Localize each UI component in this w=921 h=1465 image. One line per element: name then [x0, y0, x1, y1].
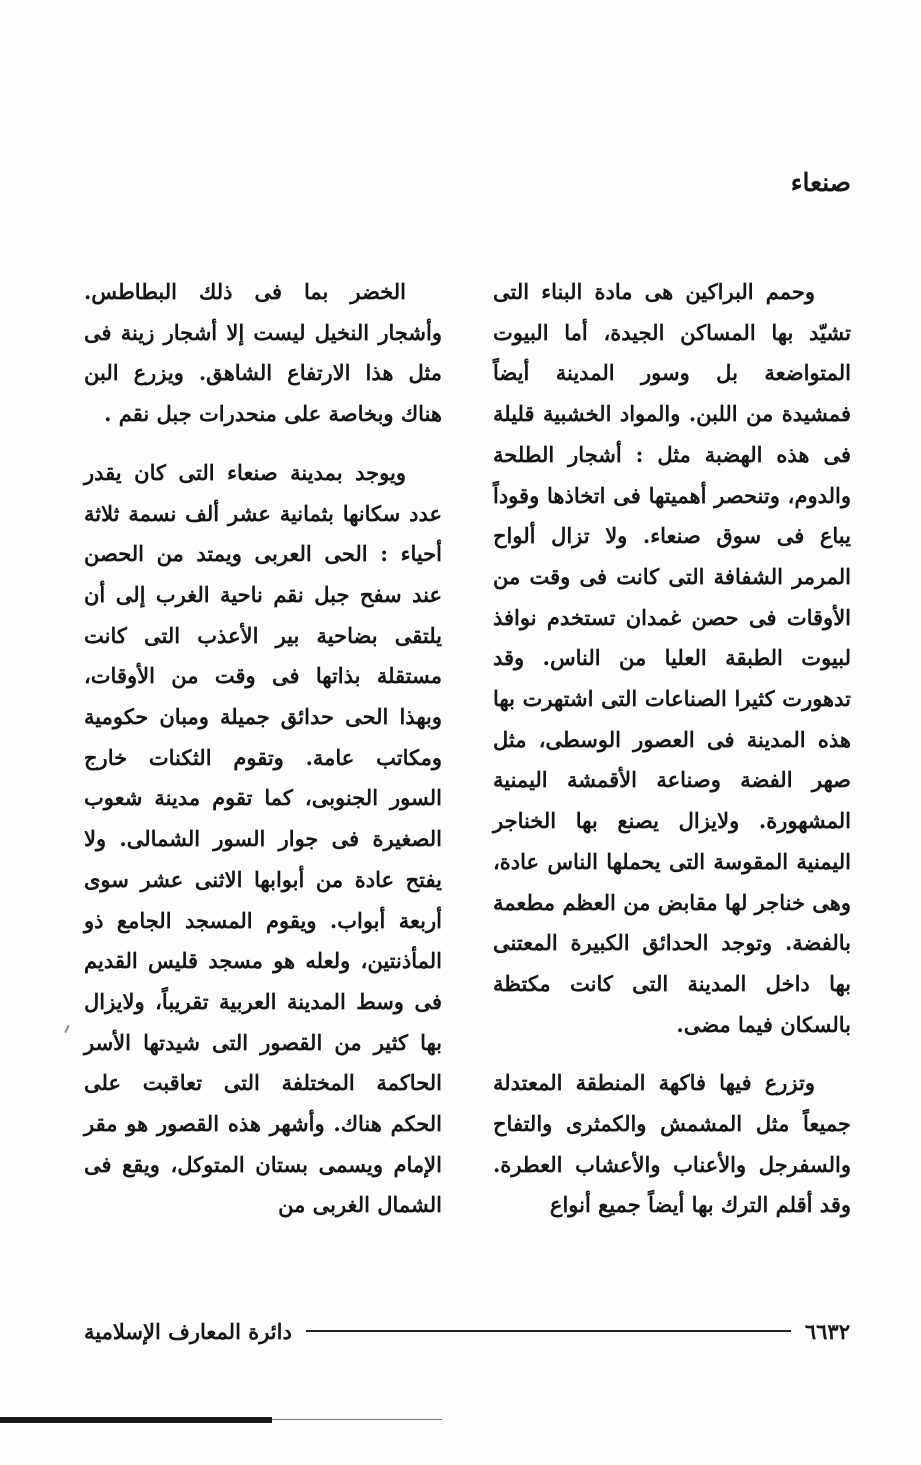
left-text-column: [84, 272, 442, 1226]
scan-edge-mark: [0, 1417, 272, 1423]
paragraph: وحمم البراكين هى مادة البناء التى تشيّد بها المساكن الجيدة، أما البيوت المتواضعة بل وسور المدينة أيضاً فمشيدة من اللبن. والمواد الخشبية قليلة فى هذه الهضبة مثل : أشجار الطلحة والدوم، وتنحصر أهميتها فى اتخاذها وقوداً يباع فى سوق صنعاء. ولا تزال ألواح المرمر الشفافة التى كانت فى وقت من الأوقات فى حصن غمدان تستخدم نوافذ لبيوت الطبقة العليا من الناس. وقد تدهورت كثيرا الصناعات التى اشتهرت بها هذه المدينة فى العصور الوسطى، مثل صهر الفضة وصناعة الأقمشة اليمنية المشهورة. ولايزال يصنع بها الخناجر اليمنية المقوسة التى يحملها الناس عادة، وهى خناجر لها مقابض من العظم مطعمة بالفضة. وتوجد الحدائق الكبيرة المعتنى بها داخل المدينة التى كانت مكتظة بالسكان فيما مضى.: [493, 279, 851, 1037]
scan-edge-line: [272, 1419, 442, 1420]
paragraph: ويوجد بمدينة صنعاء التى كان يقدر عدد سكانها بثمانية عشر ألف نسمة ثلاثة أحياء : الحى العربى ويمتد من الحصن عند سفح جبل نقم ناحية الغرب إلى أن يلتقى بضاحية بير الأعذب التى كانت مستقلة بذاتها فى وقت من الأوقات، وبهذا الحى حدائق جميلة ومبان حكومية ومكاتب عامة. وتقوم الثكنات خارج السور الجنوبى، كما تقوم مدينة شعوب الصغيرة فى جوار السور الشمالى. ولا يفتح عادة من أبوابها الاثنى عشر سوى أربعة أبواب. ويقوم المسجد الجامع ذو المأذنتين، ولعله هو مسجد قليس القديم فى وسط المدينة العربية تقريباً، ولايزال بها كثير من القصور التى شيدتها الأسر الحاكمة المختلفة التى تعاقبت على الحكم هناك. وأشهر هذه القصور هو مقر الإمام ويسمى بستان المتوكل، ويقع فى الشمال الغربى من: [84, 459, 442, 1218]
paragraph: الخضر بما فى ذلك البطاطس. وأشجار النخيل ليست إلا أشجار زينة فى مثل هذا الارتفاع الشاهق. ويزرع البن هناك وبخاصة على منحدرات جبل نقم .: [84, 279, 442, 427]
scan-speck: [64, 1025, 69, 1033]
running-title: صنعاء: [790, 168, 851, 197]
paragraph: وتزرع فيها فاكهة المنطقة المعتدلة جميعاً مثل المشمش والكمثرى والتفاح والسفرجل والأعناب والأعشاب العطرة. وقد أقلم الترك بها أيضاً جميع أنواع: [493, 1070, 851, 1218]
right-text-column: [493, 272, 851, 1226]
journal-name: دائرة المعارف الإسلامية: [84, 1318, 292, 1344]
page-number: ٦٦٣٢: [804, 1318, 850, 1344]
page-footer: [84, 1316, 850, 1346]
footer-divider: [306, 1330, 791, 1332]
